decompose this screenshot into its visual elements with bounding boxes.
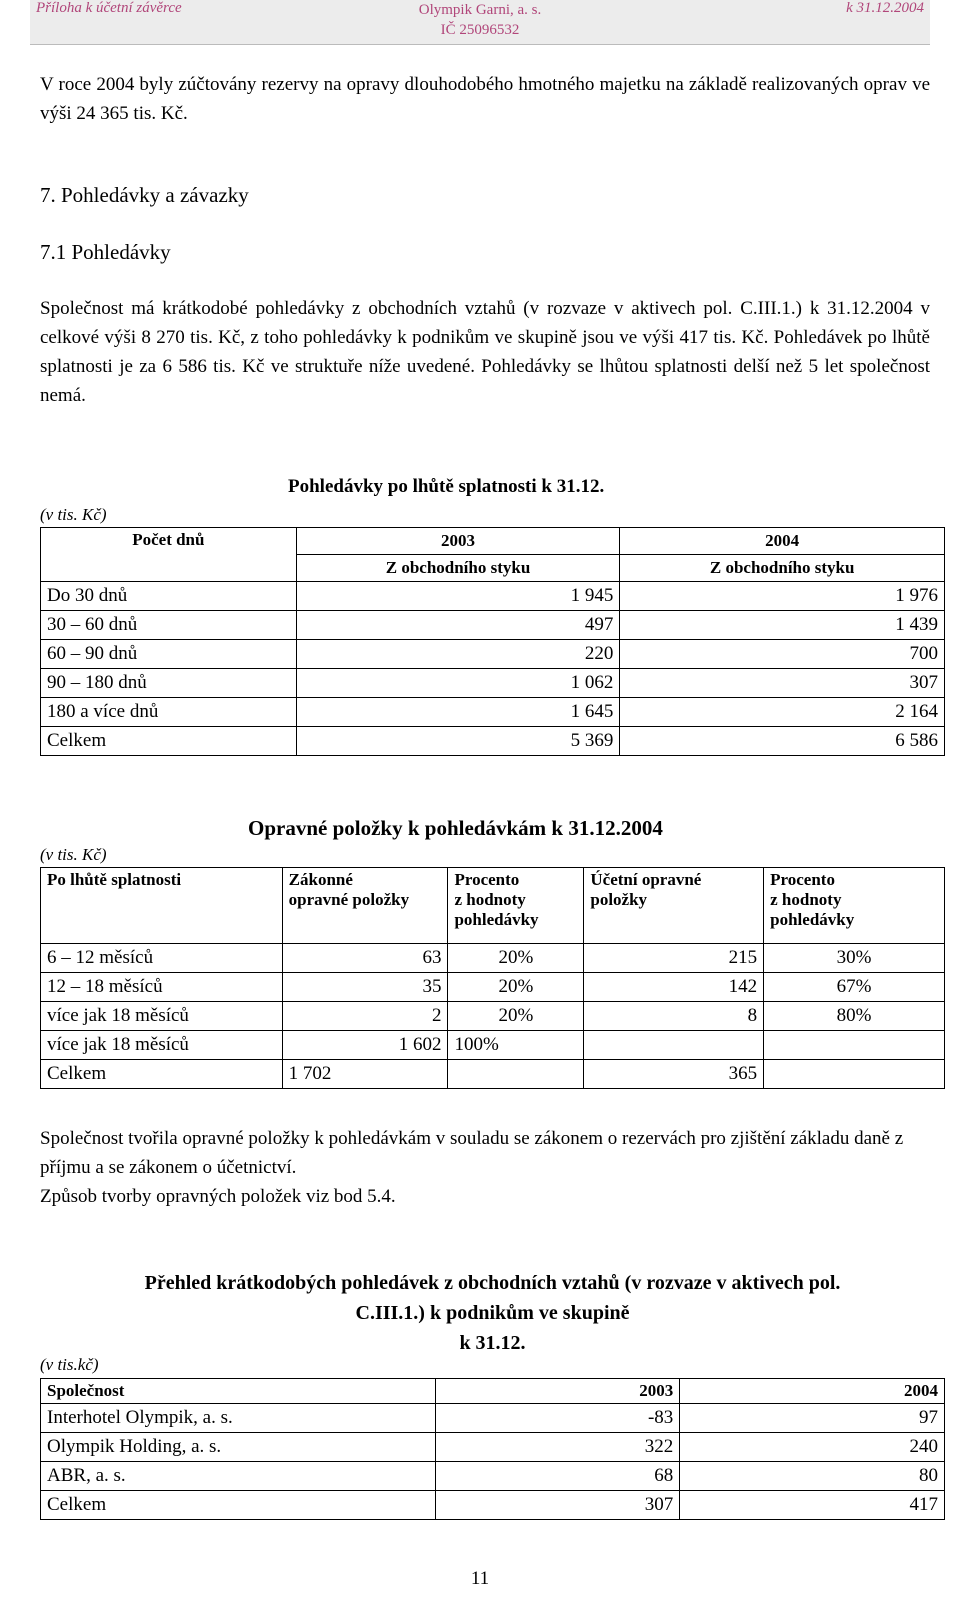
header-text: opravné položky xyxy=(288,890,410,909)
table2-col-statutory xyxy=(282,868,448,944)
header-center xyxy=(330,0,630,40)
table3-unit: (v tis.kč) xyxy=(40,1355,99,1374)
header-company: Olympik Garni, a. s. xyxy=(418,2,542,18)
table-row xyxy=(41,973,945,1002)
table2-unit: (v tis. Kč) xyxy=(40,845,107,864)
value-2003: -83 xyxy=(435,1404,680,1433)
table-row xyxy=(41,944,945,973)
table1-col-days: Počet dnů xyxy=(41,528,297,582)
row-label: 60 – 90 dnů xyxy=(41,640,297,669)
table3-col-2003: 2003 xyxy=(435,1379,680,1404)
percent-value: 30% xyxy=(764,944,945,973)
accounting-value: 142 xyxy=(584,973,764,1002)
table2-col-percent-2 xyxy=(764,868,945,944)
value-2003: 1 645 xyxy=(296,698,620,727)
value-2004: 700 xyxy=(620,640,945,669)
row-label: 30 – 60 dnů xyxy=(41,611,297,640)
value-2004: 307 xyxy=(620,669,945,698)
value-2003: 307 xyxy=(435,1491,680,1520)
table-row xyxy=(41,1031,945,1060)
company-name: ABR, a. s. xyxy=(41,1462,436,1491)
statutory-value: 1 702 xyxy=(282,1060,448,1089)
table1-sub-2004: Z obchodního styku xyxy=(620,555,945,582)
percent-value: 20% xyxy=(448,1002,584,1031)
value-2003: 1 945 xyxy=(296,582,620,611)
statutory-value: 1 602 xyxy=(282,1031,448,1060)
header-text: Procento xyxy=(454,870,520,889)
header-text: Zákonné xyxy=(288,870,353,889)
row-label: Do 30 dnů xyxy=(41,582,297,611)
section-heading: 7. Pohledávky a závazky xyxy=(40,183,249,207)
table-row xyxy=(41,1433,945,1462)
header-text: z hodnoty xyxy=(770,890,842,909)
accounting-value: 215 xyxy=(584,944,764,973)
table-row xyxy=(41,582,945,611)
statutory-value: 35 xyxy=(282,973,448,1002)
header-text: pohledávky xyxy=(454,910,539,929)
value-2003: 5 369 xyxy=(296,727,620,756)
value-2003: 220 xyxy=(296,640,620,669)
allowances-method: Způsob tvorby opravných položek viz bod 5.4. xyxy=(40,1186,396,1207)
pohledavky-paragraph: Společnost má krátkodobé pohledávky z obchodních vztahů (v rozvaze v aktivech pol. C.III.1.) k 31.12.2004 v celkové výši 8 270 tis. Kč, z toho pohledávky k podnikům ve skupině jsou ve výši 417 tis. Kč. Pohledávek po lhůtě splatnosti je za 6 586 tis. Kč ve struktuře níže uvedené. Pohledávky se lhůtou splatnosti delší než 5 let společnost nemá. xyxy=(40,298,930,406)
group-receivables-table xyxy=(40,1378,945,1520)
accounting-value: 365 xyxy=(584,1060,764,1089)
row-label: 12 – 18 měsíců xyxy=(41,973,283,1002)
table-row xyxy=(41,669,945,698)
row-label: více jak 18 měsíců xyxy=(41,1031,283,1060)
title-line: C.III.1.) k podnikům ve skupině xyxy=(355,1302,630,1324)
value-2003: 68 xyxy=(435,1462,680,1491)
table-row xyxy=(41,1462,945,1491)
statutory-value: 2 xyxy=(282,1002,448,1031)
header-text: Procento xyxy=(770,870,835,889)
row-label: 6 – 12 měsíců xyxy=(41,944,283,973)
header-ic: IČ 25096532 xyxy=(440,22,520,38)
page-number: 11 xyxy=(470,1568,490,1589)
row-label: 90 – 180 dnů xyxy=(41,669,297,698)
percent-value: 100% xyxy=(448,1031,584,1060)
row-label: 180 a více dnů xyxy=(41,698,297,727)
header-text: Účetní opravné xyxy=(590,870,702,889)
percent-value xyxy=(448,1060,584,1089)
value-2004: 417 xyxy=(680,1491,945,1520)
value-2003: 322 xyxy=(435,1433,680,1462)
table3-col-2004: 2004 xyxy=(680,1379,945,1404)
table2-col-percent-1 xyxy=(448,868,584,944)
header-date: k 31.12.2004 xyxy=(846,0,924,16)
table2-col-overdue xyxy=(41,868,283,944)
table-row xyxy=(41,640,945,669)
company-name: Celkem xyxy=(41,1491,436,1520)
accounting-value xyxy=(584,1031,764,1060)
percent-value: 80% xyxy=(764,1002,945,1031)
page-header xyxy=(30,0,930,45)
table1-title: Pohledávky po lhůtě splatnosti k 31.12. xyxy=(288,476,605,497)
value-2004: 80 xyxy=(680,1462,945,1491)
table2-col-accounting xyxy=(584,868,764,944)
header-left: Příloha k účetní závěrce xyxy=(36,0,182,16)
table-row xyxy=(41,1002,945,1031)
table1-sub-2003: Z obchodního styku xyxy=(296,555,620,582)
table-row xyxy=(41,1491,945,1520)
percent-value xyxy=(764,1031,945,1060)
header-text: pohledávky xyxy=(770,910,855,929)
title-line: Přehled krátkodobých pohledávek z obchodních vztahů (v rozvaze v aktivech pol. xyxy=(144,1272,841,1294)
title-line: k 31.12. xyxy=(459,1332,526,1354)
row-label: Celkem xyxy=(41,1060,283,1089)
value-2004: 6 586 xyxy=(620,727,945,756)
company-name: Interhotel Olympik, a. s. xyxy=(41,1404,436,1433)
percent-value: 20% xyxy=(448,944,584,973)
accounting-value: 8 xyxy=(584,1002,764,1031)
value-2004: 97 xyxy=(680,1404,945,1433)
intro-paragraph: V roce 2004 byly zúčtovány rezervy na opravy dlouhodobého hmotného majetku na základě realizovaných oprav ve výši 24 365 tis. Kč. xyxy=(40,74,930,124)
allowances-paragraph: Společnost tvořila opravné položky k pohledávkám v souladu se zákonem o rezervách pro zjištění základu daně z příjmu a se zákonem o účetnictví. xyxy=(40,1128,904,1178)
value-2004: 240 xyxy=(680,1433,945,1462)
header-text: Po lhůtě splatnosti xyxy=(47,870,182,889)
percent-value xyxy=(764,1060,945,1089)
value-2004: 1 439 xyxy=(620,611,945,640)
percent-value: 67% xyxy=(764,973,945,1002)
table-row xyxy=(41,1060,945,1089)
subsection-heading: 7.1 Pohledávky xyxy=(40,240,171,264)
table-row xyxy=(41,698,945,727)
value-2003: 1 062 xyxy=(296,669,620,698)
header-text: položky xyxy=(590,890,648,909)
table2-title: Opravné položky k pohledávkám k 31.12.2004 xyxy=(248,816,663,840)
table3-title xyxy=(40,1268,945,1358)
table1-col-2003: 2003 xyxy=(296,528,620,555)
company-name: Olympik Holding, a. s. xyxy=(41,1433,436,1462)
table1-col-2004: 2004 xyxy=(620,528,945,555)
table-row xyxy=(41,611,945,640)
table-row xyxy=(41,727,945,756)
value-2004: 2 164 xyxy=(620,698,945,727)
allowances-table xyxy=(40,867,945,1089)
row-label: více jak 18 měsíců xyxy=(41,1002,283,1031)
table-row xyxy=(41,1404,945,1433)
table3-col-company: Společnost xyxy=(41,1379,436,1404)
header-text: z hodnoty xyxy=(454,890,526,909)
statutory-value: 63 xyxy=(282,944,448,973)
value-2004: 1 976 xyxy=(620,582,945,611)
value-2003: 497 xyxy=(296,611,620,640)
row-label: Celkem xyxy=(41,727,297,756)
percent-value: 20% xyxy=(448,973,584,1002)
overdue-receivables-table xyxy=(40,527,945,756)
table1-unit: (v tis. Kč) xyxy=(40,505,107,524)
